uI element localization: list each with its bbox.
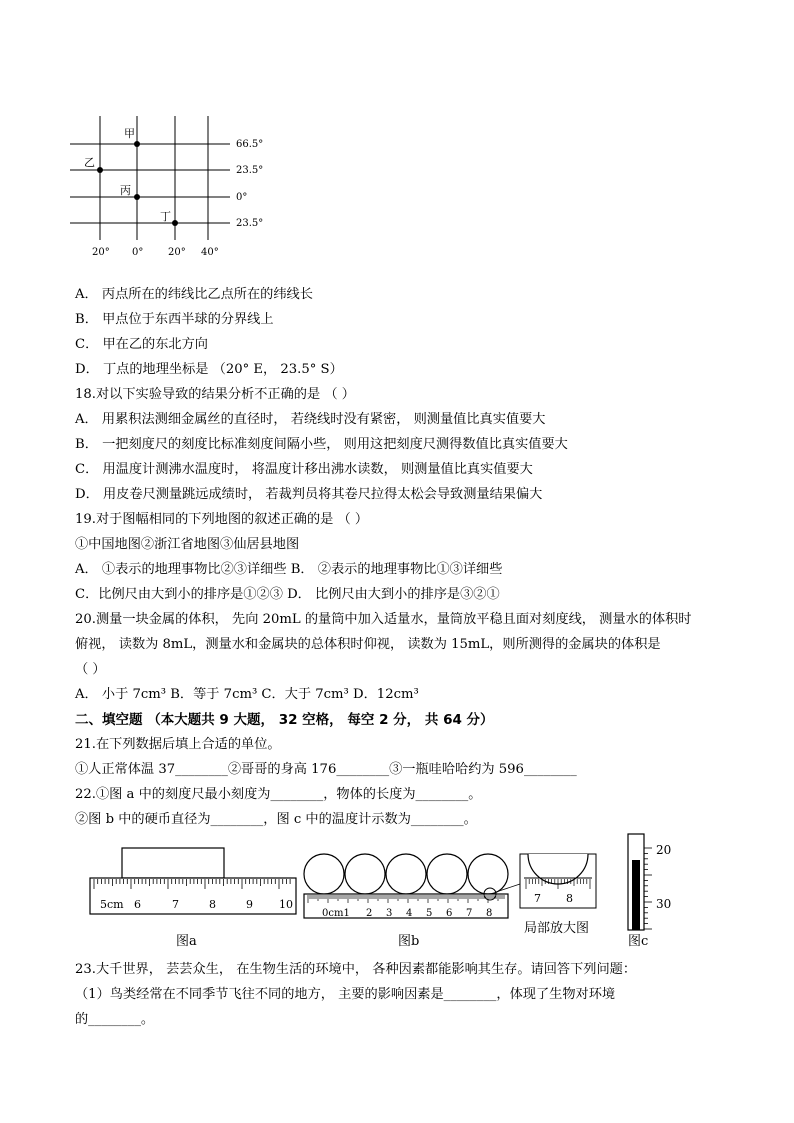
zoom-caption: 局部放大图 <box>524 921 590 936</box>
ruler-b-label-3: 3 <box>386 908 393 919</box>
figure-a-caption: 图a <box>176 934 197 949</box>
q20-options: A． 小于 7cm³ B．等于 7cm³ C．大于 7cm³ D．12cm³ <box>75 687 419 702</box>
section-2-heading: 二、填空题 （本大题共 9 大题， 32 空格， 每空 2 分， 共 64 分） <box>75 712 494 728</box>
q20-line1: 20.测量一块金属的体积， 先向 20mL 的量筒中加入适量水，量筒放平稳且面对刻度线， 测量水的体积时 <box>75 612 692 627</box>
q23-part1-cont: 的________。 <box>75 1012 155 1027</box>
ruler-a-label-9: 9 <box>246 898 253 911</box>
figure-a-ruler <box>88 846 300 918</box>
q19-options-ab: A． ①表示的地理事物比②③详细些 B． ②表示的地理事物比①③详细些 <box>75 562 503 577</box>
q23-stem: 23.大千世界， 芸芸众生， 在生物生活的环境中， 各种因素都能影响其生存。请回答下列问题： <box>75 962 637 977</box>
ruler-b-label-5: 5 <box>426 908 433 919</box>
q18-option-d: D． 用皮卷尺测量跳远成绩时， 若裁判员将其卷尺拉得太松会导致测量结果偏大 <box>75 487 543 502</box>
q19-stem: 19.对于图幅相同的下列地图的叙述正确的是 （ ） <box>75 512 369 527</box>
q21-stem: 21.在下列数据后填上合适的单位。 <box>75 737 281 752</box>
ruler-a-label-10: 10 <box>279 898 293 911</box>
therm-label-30: 30 <box>656 897 672 911</box>
point-label-bing: 丙 <box>120 184 131 197</box>
point-jia <box>134 141 140 147</box>
ruler-a-label-5cm: 5cm <box>100 898 124 911</box>
ruler-b-label-7: 7 <box>466 908 473 919</box>
q19-list: ①中国地图②浙江省地图③仙居县地图 <box>75 537 300 552</box>
lat-label-1: 66.5° <box>236 139 264 150</box>
q17-option-d: D． 丁点的地理坐标是 （20° E， 23.5° S） <box>75 362 343 377</box>
ruler-b-label-8: 8 <box>486 908 493 919</box>
figure-c-thermometer <box>618 832 688 932</box>
ruler-b-label-6: 6 <box>446 908 453 919</box>
lat-label-4: 23.5° <box>236 218 264 229</box>
q17-option-a: A． 丙点所在的纬线比乙点所在的纬线长 <box>75 287 313 302</box>
q20-paren: （ ） <box>75 662 106 677</box>
q17-option-b: B． 甲点位于东西半球的分界线上 <box>75 312 274 327</box>
q22-line2: ②图 b 中的硬币直径为________，图 c 中的温度计示数为________。 <box>75 812 477 827</box>
ruler-b-label-0cm1: 0cm1 <box>322 908 350 919</box>
lon-label-3: 20° <box>168 247 186 258</box>
q18-stem: 18.对以下实验导致的结果分析不正确的是 （ ） <box>75 387 355 402</box>
point-label-jia: 甲 <box>124 127 135 140</box>
ruler-a-label-6: 6 <box>134 898 141 911</box>
q17-option-c: C． 甲在乙的东北方向 <box>75 337 208 352</box>
q22-line1: 22.①图 a 中的刻度尺最小刻度为________，物体的长度为________。 <box>75 787 482 802</box>
figure-b-caption: 图b <box>398 934 420 949</box>
zoom-label-7: 7 <box>534 892 541 905</box>
point-ding <box>172 220 178 226</box>
lat-label-2: 23.5° <box>236 165 264 176</box>
lon-label-2: 0° <box>132 247 144 258</box>
thermometer-liquid <box>632 860 640 930</box>
ruler-a-label-7: 7 <box>172 898 179 911</box>
point-label-ding: 丁 <box>160 210 171 223</box>
q19-options-cd: C．比例尺由大到小的排序是①②③ D． 比例尺由大到小的排序是③②① <box>75 587 500 602</box>
ruler-b-label-2: 2 <box>366 908 373 919</box>
ruler-b-label-4: 4 <box>406 908 413 919</box>
q23-part1: （1）鸟类经常在不同季节飞往不同的地方， 主要的影响因素是________，体现了生物对环境 <box>75 987 616 1002</box>
point-label-yi: 乙 <box>84 156 95 169</box>
q18-option-b: B． 一把刻度尺的刻度比标准刻度间隔小些， 则用这把刻度尺测得数值比真实值要大 <box>75 437 568 452</box>
q21-items: ①人正常体温 37________②哥哥的身高 176________③一瓶哇哈哈约为 596________ <box>75 762 577 777</box>
lat-label-3: 0° <box>236 192 248 203</box>
q18-option-c: C． 用温度计测沸水温度时， 将温度计移出沸水读数， 则测量值比真实值要大 <box>75 462 533 477</box>
point-bing <box>134 194 140 200</box>
q20-line2: 俯视， 读数为 8mL，测量水和金属块的总体积时仰视， 读数为 15mL，则所测得的金属块的体积是 <box>75 637 661 652</box>
lon-label-1: 20° <box>92 247 110 258</box>
figure-c-caption: 图c <box>628 934 649 949</box>
lon-label-4: 40° <box>201 247 219 258</box>
lat-lon-grid-figure <box>70 112 280 262</box>
ruler-a-label-8: 8 <box>209 898 216 911</box>
zoom-label-8: 8 <box>566 892 573 905</box>
therm-label-20: 20 <box>656 843 672 857</box>
q18-option-a: A． 用累积法测细金属丝的直径时， 若绕线时没有紧密， 则测量值比真实值要大 <box>75 412 546 427</box>
figure-b-coins-ruler <box>300 846 600 926</box>
point-yi <box>97 167 103 173</box>
